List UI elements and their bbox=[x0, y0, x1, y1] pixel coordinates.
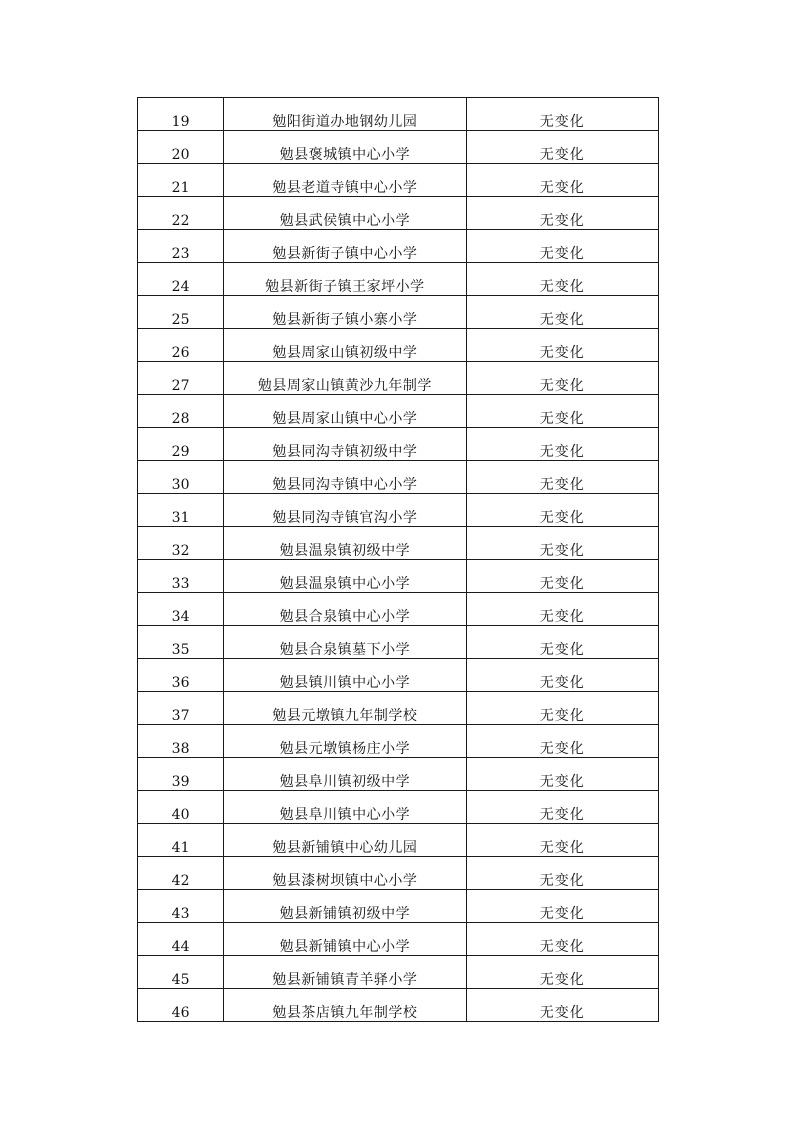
row-number-cell bbox=[138, 263, 224, 296]
row-number-text: 39 bbox=[171, 774, 190, 790]
status-text: 无变化 bbox=[539, 576, 585, 592]
school-name-cell bbox=[224, 857, 466, 890]
school-name-text: 勉县合泉镇墓下小学 bbox=[279, 642, 411, 658]
table-row bbox=[138, 263, 659, 296]
table-row bbox=[138, 659, 659, 692]
table-row bbox=[138, 758, 659, 791]
school-name-text: 勉县阜川镇初级中学 bbox=[279, 774, 411, 790]
row-number-text: 25 bbox=[171, 312, 190, 328]
table-row bbox=[138, 692, 659, 725]
table-row bbox=[138, 230, 659, 263]
school-name-text: 勉县周家山镇黄沙九年制学 bbox=[257, 378, 432, 394]
status-cell bbox=[466, 230, 658, 263]
school-name-cell bbox=[224, 560, 466, 593]
table-row bbox=[138, 857, 659, 890]
row-number-text: 42 bbox=[171, 873, 190, 889]
status-text: 无变化 bbox=[539, 279, 585, 295]
school-name-cell bbox=[224, 197, 466, 230]
row-number-cell bbox=[138, 560, 224, 593]
row-number-cell bbox=[138, 362, 224, 395]
school-name-text: 勉县温泉镇初级中学 bbox=[279, 543, 411, 559]
school-name-text: 勉县元墩镇九年制学校 bbox=[272, 708, 418, 724]
row-number-cell bbox=[138, 593, 224, 626]
school-name-cell bbox=[224, 890, 466, 923]
status-cell bbox=[466, 923, 658, 956]
status-cell bbox=[466, 263, 658, 296]
table-row bbox=[138, 98, 659, 131]
row-number-cell bbox=[138, 758, 224, 791]
table-row bbox=[138, 890, 659, 923]
school-name-cell bbox=[224, 989, 466, 1022]
row-number-text: 36 bbox=[171, 675, 190, 691]
status-cell bbox=[466, 527, 658, 560]
status-cell bbox=[466, 329, 658, 362]
status-cell bbox=[466, 395, 658, 428]
row-number-cell bbox=[138, 989, 224, 1022]
school-name-cell bbox=[224, 659, 466, 692]
row-number-text: 32 bbox=[171, 543, 190, 559]
school-name-text: 勉县新铺镇中心小学 bbox=[279, 939, 411, 955]
row-number-text: 35 bbox=[171, 642, 190, 658]
status-text: 无变化 bbox=[539, 642, 585, 658]
school-name-text: 勉县新街子镇王家坪小学 bbox=[265, 279, 425, 295]
school-name-cell bbox=[224, 164, 466, 197]
row-number-text: 26 bbox=[171, 345, 190, 361]
row-number-text: 37 bbox=[171, 708, 190, 724]
school-status-table bbox=[137, 97, 659, 1022]
row-number-text: 31 bbox=[171, 510, 190, 526]
table-row bbox=[138, 362, 659, 395]
table-row bbox=[138, 329, 659, 362]
row-number-cell bbox=[138, 659, 224, 692]
row-number-text: 19 bbox=[171, 114, 190, 130]
school-name-text: 勉县新铺镇中心幼儿园 bbox=[272, 840, 418, 856]
row-number-cell bbox=[138, 890, 224, 923]
school-name-text: 勉阳街道办地钢幼儿园 bbox=[272, 114, 418, 130]
row-number-cell bbox=[138, 791, 224, 824]
school-name-cell bbox=[224, 593, 466, 626]
status-cell bbox=[466, 428, 658, 461]
status-text: 无变化 bbox=[539, 972, 585, 988]
table-row bbox=[138, 527, 659, 560]
school-name-cell bbox=[224, 923, 466, 956]
table-row bbox=[138, 989, 659, 1022]
row-number-cell bbox=[138, 296, 224, 329]
status-text: 无变化 bbox=[539, 213, 585, 229]
school-name-cell bbox=[224, 428, 466, 461]
status-cell bbox=[466, 461, 658, 494]
table-row bbox=[138, 725, 659, 758]
school-name-cell bbox=[224, 362, 466, 395]
status-cell bbox=[466, 692, 658, 725]
school-name-cell bbox=[224, 824, 466, 857]
row-number-text: 21 bbox=[171, 180, 190, 196]
school-name-cell bbox=[224, 395, 466, 428]
row-number-cell bbox=[138, 692, 224, 725]
status-text: 无变化 bbox=[539, 906, 585, 922]
status-cell bbox=[466, 626, 658, 659]
status-text: 无变化 bbox=[539, 180, 585, 196]
school-name-text: 勉县褒城镇中心小学 bbox=[279, 147, 411, 163]
school-name-text: 勉县新街子镇小寨小学 bbox=[272, 312, 418, 328]
status-cell bbox=[466, 593, 658, 626]
status-cell bbox=[466, 98, 658, 131]
row-number-text: 43 bbox=[171, 906, 190, 922]
status-text: 无变化 bbox=[539, 345, 585, 361]
row-number-text: 33 bbox=[171, 576, 190, 592]
school-name-text: 勉县同沟寺镇初级中学 bbox=[272, 444, 418, 460]
status-text: 无变化 bbox=[539, 708, 585, 724]
status-text: 无变化 bbox=[539, 411, 585, 427]
status-text: 无变化 bbox=[539, 147, 585, 163]
row-number-cell bbox=[138, 197, 224, 230]
school-name-text: 勉县镇川镇中心小学 bbox=[279, 675, 411, 691]
status-text: 无变化 bbox=[539, 609, 585, 625]
row-number-cell bbox=[138, 428, 224, 461]
status-text: 无变化 bbox=[539, 477, 585, 493]
row-number-text: 28 bbox=[171, 411, 190, 427]
status-text: 无变化 bbox=[539, 312, 585, 328]
row-number-cell bbox=[138, 98, 224, 131]
status-cell bbox=[466, 890, 658, 923]
school-name-cell bbox=[224, 461, 466, 494]
row-number-cell bbox=[138, 395, 224, 428]
row-number-cell bbox=[138, 824, 224, 857]
row-number-cell bbox=[138, 956, 224, 989]
school-name-text: 勉县阜川镇中心小学 bbox=[279, 807, 411, 823]
row-number-cell bbox=[138, 131, 224, 164]
status-text: 无变化 bbox=[539, 510, 585, 526]
row-number-cell bbox=[138, 329, 224, 362]
status-text: 无变化 bbox=[539, 939, 585, 955]
school-name-cell bbox=[224, 263, 466, 296]
school-name-cell bbox=[224, 98, 466, 131]
row-number-text: 23 bbox=[171, 246, 190, 262]
table-row bbox=[138, 593, 659, 626]
table-row bbox=[138, 791, 659, 824]
row-number-cell bbox=[138, 527, 224, 560]
school-name-cell bbox=[224, 527, 466, 560]
table-row bbox=[138, 395, 659, 428]
school-name-text: 勉县新铺镇青羊驿小学 bbox=[272, 972, 418, 988]
row-number-cell bbox=[138, 725, 224, 758]
school-name-cell bbox=[224, 956, 466, 989]
school-name-text: 勉县老道寺镇中心小学 bbox=[272, 180, 418, 196]
row-number-text: 38 bbox=[171, 741, 190, 757]
row-number-text: 24 bbox=[171, 279, 190, 295]
status-cell bbox=[466, 989, 658, 1022]
school-name-text: 勉县漆树坝镇中心小学 bbox=[272, 873, 418, 889]
status-cell bbox=[466, 956, 658, 989]
table-row bbox=[138, 197, 659, 230]
school-name-cell bbox=[224, 791, 466, 824]
row-number-cell bbox=[138, 626, 224, 659]
status-cell bbox=[466, 494, 658, 527]
status-text: 无变化 bbox=[539, 1005, 585, 1021]
status-cell bbox=[466, 164, 658, 197]
school-name-cell bbox=[224, 494, 466, 527]
school-name-text: 勉县新铺镇初级中学 bbox=[279, 906, 411, 922]
status-text: 无变化 bbox=[539, 873, 585, 889]
table-row bbox=[138, 824, 659, 857]
row-number-text: 22 bbox=[171, 213, 190, 229]
table-row bbox=[138, 461, 659, 494]
status-cell bbox=[466, 131, 658, 164]
row-number-text: 40 bbox=[171, 807, 190, 823]
school-name-text: 勉县周家山镇初级中学 bbox=[272, 345, 418, 361]
table-row bbox=[138, 626, 659, 659]
school-name-text: 勉县合泉镇中心小学 bbox=[279, 609, 411, 625]
table-row bbox=[138, 296, 659, 329]
table-row bbox=[138, 131, 659, 164]
row-number-text: 27 bbox=[171, 378, 190, 394]
row-number-text: 45 bbox=[171, 972, 190, 988]
row-number-text: 34 bbox=[171, 609, 190, 625]
row-number-cell bbox=[138, 494, 224, 527]
school-name-cell bbox=[224, 230, 466, 263]
status-text: 无变化 bbox=[539, 246, 585, 262]
school-name-text: 勉县新街子镇中心小学 bbox=[272, 246, 418, 262]
school-name-cell bbox=[224, 758, 466, 791]
row-number-text: 29 bbox=[171, 444, 190, 460]
status-text: 无变化 bbox=[539, 543, 585, 559]
status-cell bbox=[466, 560, 658, 593]
school-name-cell bbox=[224, 131, 466, 164]
row-number-text: 20 bbox=[171, 147, 190, 163]
row-number-cell bbox=[138, 461, 224, 494]
status-cell bbox=[466, 758, 658, 791]
school-name-text: 勉县武侯镇中心小学 bbox=[279, 213, 411, 229]
row-number-cell bbox=[138, 230, 224, 263]
status-text: 无变化 bbox=[539, 444, 585, 460]
school-name-cell bbox=[224, 692, 466, 725]
status-cell bbox=[466, 824, 658, 857]
status-cell bbox=[466, 857, 658, 890]
table-row bbox=[138, 956, 659, 989]
row-number-text: 46 bbox=[171, 1005, 190, 1021]
row-number-text: 44 bbox=[171, 939, 190, 955]
status-text: 无变化 bbox=[539, 741, 585, 757]
row-number-text: 30 bbox=[171, 477, 190, 493]
status-text: 无变化 bbox=[539, 675, 585, 691]
row-number-cell bbox=[138, 164, 224, 197]
status-text: 无变化 bbox=[539, 807, 585, 823]
school-name-text: 勉县元墩镇杨庄小学 bbox=[279, 741, 411, 757]
school-name-text: 勉县温泉镇中心小学 bbox=[279, 576, 411, 592]
status-cell bbox=[466, 725, 658, 758]
status-text: 无变化 bbox=[539, 114, 585, 130]
status-cell bbox=[466, 197, 658, 230]
school-name-cell bbox=[224, 725, 466, 758]
school-name-text: 勉县同沟寺镇中心小学 bbox=[272, 477, 418, 493]
school-name-text: 勉县周家山镇中心小学 bbox=[272, 411, 418, 427]
school-name-text: 勉县同沟寺镇官沟小学 bbox=[272, 510, 418, 526]
table-row bbox=[138, 560, 659, 593]
status-text: 无变化 bbox=[539, 774, 585, 790]
table-row bbox=[138, 494, 659, 527]
row-number-cell bbox=[138, 857, 224, 890]
status-cell bbox=[466, 791, 658, 824]
status-cell bbox=[466, 362, 658, 395]
status-cell bbox=[466, 296, 658, 329]
school-name-cell bbox=[224, 329, 466, 362]
school-name-cell bbox=[224, 296, 466, 329]
status-text: 无变化 bbox=[539, 378, 585, 394]
table-row bbox=[138, 923, 659, 956]
status-cell bbox=[466, 659, 658, 692]
status-text: 无变化 bbox=[539, 840, 585, 856]
row-number-text: 41 bbox=[171, 840, 190, 856]
table-row bbox=[138, 428, 659, 461]
table-row bbox=[138, 164, 659, 197]
row-number-cell bbox=[138, 923, 224, 956]
school-name-text: 勉县茶店镇九年制学校 bbox=[272, 1005, 418, 1021]
table-body bbox=[138, 98, 659, 1022]
school-name-cell bbox=[224, 626, 466, 659]
